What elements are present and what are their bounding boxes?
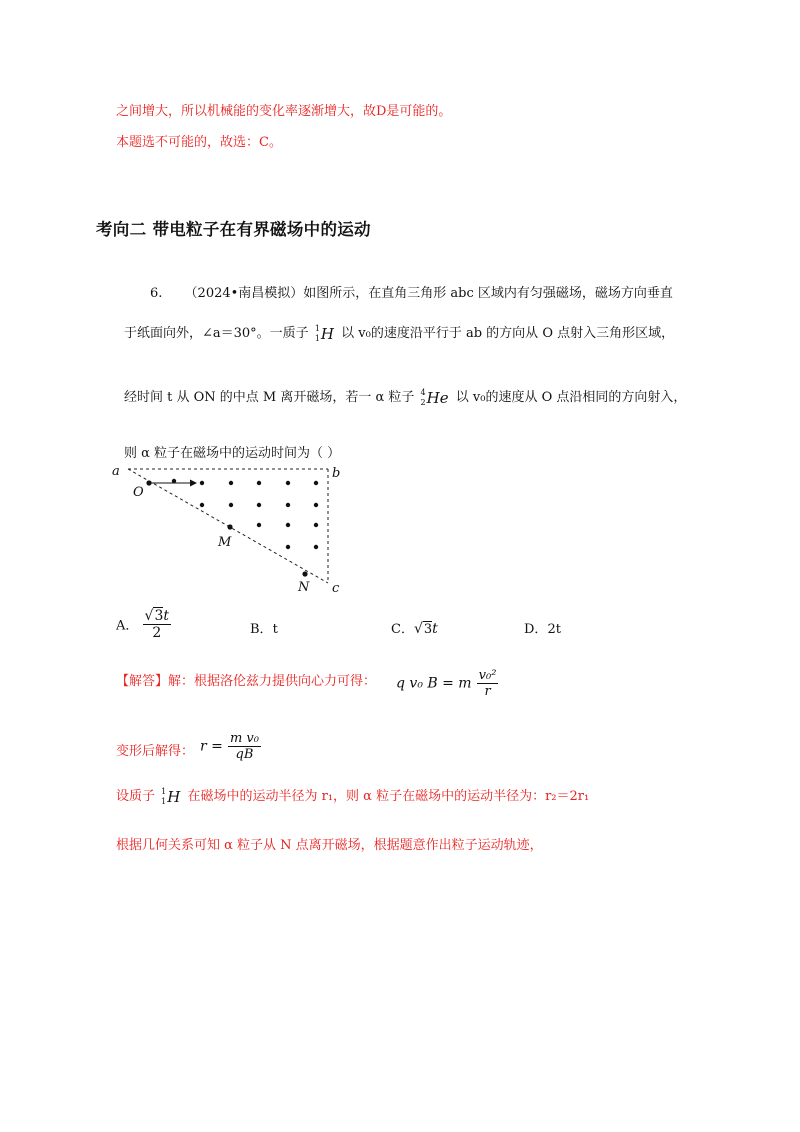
solution-line-3: 设质子 1 1H 在磁场中的运动半径为 r₁，则 α 粒子在磁场中的运动半径为：r₂＝2r₁ — [116, 786, 590, 806]
option-b[interactable]: B．t — [250, 622, 278, 637]
label-c: c — [332, 581, 340, 596]
question-line-4: 则 α 粒子在磁场中的运动时间为（ ） — [124, 446, 341, 461]
point-M — [227, 524, 232, 529]
option-a[interactable]: A． $\frac{√3t}{2}$ — [116, 608, 170, 641]
section-heading: 考向二 带电粒子在有界磁场中的运动 — [96, 220, 371, 239]
arrow-head — [190, 480, 197, 487]
label-b: b — [332, 466, 341, 481]
option-c[interactable]: C．√3t — [391, 621, 438, 637]
answer-line-1: 之间增大，所以机械能的变化率逐渐增大，故D是可能的。 — [116, 104, 452, 119]
question-number: 6. — [150, 286, 163, 301]
question-text-3a: 经时间 t 从 ON 的中点 M 离开磁场，若一 α 粒子 — [124, 390, 415, 405]
question-text-2a: 于纸面向外，∠a＝30°。一质子 — [124, 326, 309, 341]
option-d[interactable]: D．2t — [524, 622, 561, 637]
point-N — [302, 571, 307, 576]
question-text-2b: 以 v₀的速度沿平行于 ab 的方向从 O 点射入三角形区域， — [341, 326, 675, 341]
label-a: a — [112, 464, 120, 479]
field-dots — [172, 479, 318, 549]
alpha-symbol: 4 2He — [420, 387, 449, 407]
label-O: O — [133, 485, 144, 500]
label-M: M — [218, 535, 232, 550]
solution-line-2: 变形后解得： — [116, 744, 195, 759]
equation-2: r = $\frac{\text{m v₀}}{qB}$ — [200, 731, 259, 762]
proton-symbol: 1 1H — [314, 323, 335, 343]
equation-1: q v₀ B = m $\frac{\text{v₀²}}{r}$ — [396, 668, 497, 699]
proton-symbol-2: 1 1H — [161, 786, 181, 806]
label-N: N — [298, 580, 310, 595]
question-text-3b: 以 v₀的速度从 O 点沿相同的方向射入， — [455, 390, 687, 405]
question-text-1: （2024•南昌模拟）如图所示，在直角三角形 abc 区域内有匀强磁场，磁场方向垂直 — [184, 286, 673, 301]
answer-line-2: 本题选不可能的，故选：C。 — [116, 135, 282, 150]
solution-tag: 【解答】 — [116, 674, 169, 689]
solution-line-1: 【解答】解：根据洛伦兹力提供向心力可得： — [116, 674, 377, 689]
solution-line-4: 根据几何关系可知 α 粒子从 N 点离开磁场，根据题意作出粒子运动轨迹， — [116, 838, 543, 853]
